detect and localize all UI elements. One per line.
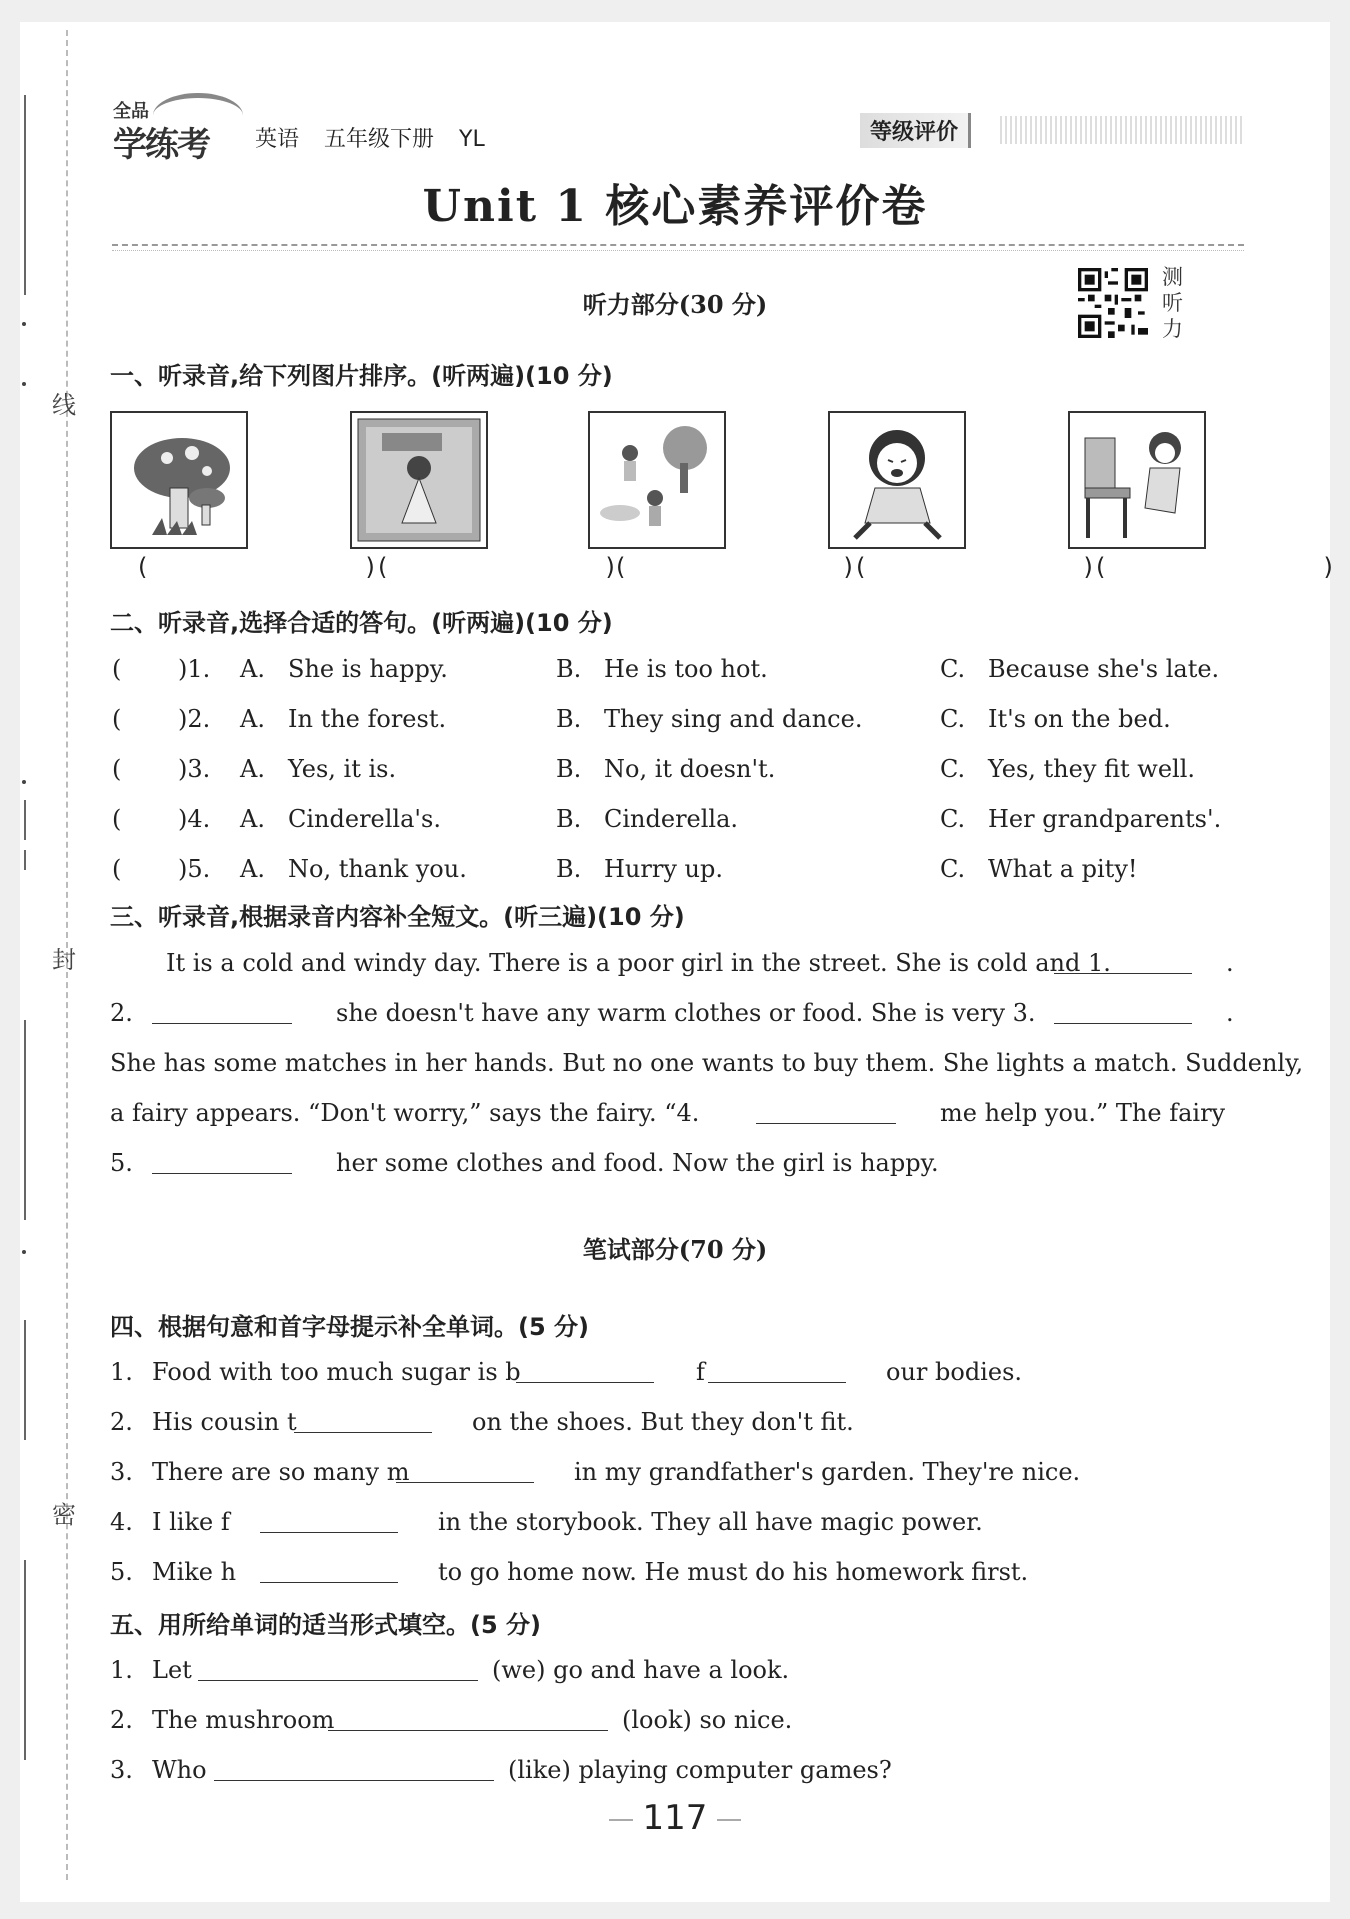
blank-3[interactable]	[1054, 1001, 1192, 1024]
margin-line	[24, 1020, 26, 1220]
blank[interactable]	[328, 1708, 608, 1731]
listening-heading: 听力部分(30 分)	[582, 290, 768, 319]
answer-paren-5[interactable]: ( )	[1096, 553, 1333, 581]
picture-snow-white-book	[350, 411, 488, 549]
answer-paren-open[interactable]: (	[112, 705, 122, 733]
publisher-logo: 全品 学练考	[113, 97, 209, 166]
blank[interactable]	[708, 1360, 846, 1383]
option-b-text: No, it doesn't.	[604, 755, 776, 783]
page-title: Unit 1 核心素养评价卷	[422, 181, 928, 232]
option-a-text: She is happy.	[288, 655, 448, 683]
option-c-letter: C.	[940, 755, 966, 783]
blank[interactable]	[198, 1658, 478, 1681]
q4-heading: 四、根据句意和首字母提示补全单词。(5 分)	[110, 1313, 589, 1341]
written-heading: 笔试部分(70 分)	[582, 1235, 768, 1264]
edition: YL	[459, 127, 485, 152]
picture-crying-girl	[828, 411, 966, 549]
option-a-text: In the forest.	[288, 705, 447, 733]
option-b-letter: B.	[556, 655, 582, 683]
subject: 英语	[255, 127, 300, 152]
answer-paren-open[interactable]: (	[112, 655, 122, 683]
item-number: )5.	[178, 855, 211, 883]
margin-dot	[22, 780, 26, 784]
option-c-text: Because she's late.	[988, 655, 1220, 683]
blank-5[interactable]	[152, 1151, 292, 1174]
option-a-text: Cinderella's.	[288, 805, 441, 833]
blank-2[interactable]	[152, 1001, 292, 1024]
q2-heading: 二、听录音,选择合适的答句。(听两遍)(10 分)	[110, 609, 613, 637]
margin-dot	[22, 382, 26, 386]
grade-badge: 等级评价	[860, 113, 971, 148]
option-a-letter: A.	[240, 705, 265, 733]
blank-1[interactable]	[1054, 951, 1192, 974]
answer-paren-open[interactable]: (	[112, 755, 122, 783]
option-c-text: Yes, they fit well.	[988, 755, 1196, 783]
qr-label: 测听力	[1162, 265, 1183, 341]
option-c-letter: C.	[940, 805, 966, 833]
picture-children-scene	[588, 411, 726, 549]
option-b-text: Hurry up.	[604, 855, 723, 883]
option-c-letter: C.	[940, 855, 966, 883]
answer-paren-4[interactable]: ( )	[856, 553, 1093, 581]
item-number: )3.	[178, 755, 211, 783]
blank[interactable]	[396, 1460, 534, 1483]
picture-mushroom	[110, 411, 248, 549]
blank[interactable]	[260, 1510, 398, 1533]
option-a-letter: A.	[240, 805, 265, 833]
option-c-letter: C.	[940, 705, 966, 733]
item-number: )2.	[178, 705, 211, 733]
answer-paren-open[interactable]: (	[112, 805, 122, 833]
q5-heading: 五、用所给单词的适当形式填空。(5 分)	[110, 1611, 541, 1639]
picture-girl-chair	[1068, 411, 1206, 549]
option-c-letter: C.	[940, 655, 966, 683]
option-a-letter: A.	[240, 755, 265, 783]
option-c-text: Her grandparents'.	[988, 805, 1222, 833]
option-a-letter: A.	[240, 655, 265, 683]
q1-heading: 一、听录音,给下列图片排序。(听两遍)(10 分)	[110, 362, 613, 390]
option-b-text: They sing and dance.	[604, 705, 863, 733]
answer-paren-3[interactable]: ( )	[616, 553, 853, 581]
margin-line	[24, 1560, 26, 1760]
answer-paren-1[interactable]: ( )	[138, 553, 375, 581]
divider	[112, 244, 1244, 246]
badge-stripe	[1000, 116, 1245, 144]
q3-heading: 三、听录音,根据录音内容补全短文。(听三遍)(10 分)	[110, 903, 685, 931]
q3-line-3: She has some matches in her hands. But no one wants to buy them. She lights a match. Suddenly,	[110, 1049, 1304, 1077]
blank[interactable]	[214, 1758, 494, 1781]
option-b-letter: B.	[556, 705, 582, 733]
margin-dot	[22, 322, 26, 326]
margin-char-mi: 密	[52, 1501, 76, 1529]
margin-line	[24, 850, 26, 870]
option-b-text: He is too hot.	[604, 655, 768, 683]
option-a-letter: A.	[240, 855, 265, 883]
book-info	[255, 122, 485, 153]
blank-4[interactable]	[756, 1101, 896, 1124]
item-number: )1.	[178, 655, 211, 683]
answer-paren-2[interactable]: ( )	[378, 553, 615, 581]
option-c-text: What a pity!	[988, 855, 1138, 883]
option-b-text: Cinderella.	[604, 805, 739, 833]
blank[interactable]	[294, 1410, 432, 1433]
answer-paren-open[interactable]: (	[112, 855, 122, 883]
grade: 五年级下册	[324, 127, 435, 152]
option-b-letter: B.	[556, 855, 582, 883]
margin-line	[24, 800, 26, 840]
item-number: )4.	[178, 805, 211, 833]
option-a-text: Yes, it is.	[288, 755, 397, 783]
margin-char-xian: 线	[52, 391, 76, 419]
qr-code-icon[interactable]	[1078, 268, 1148, 338]
option-c-text: It's on the bed.	[988, 705, 1171, 733]
blank[interactable]	[260, 1560, 398, 1583]
option-b-letter: B.	[556, 805, 582, 833]
option-a-text: No, thank you.	[288, 855, 467, 883]
option-b-letter: B.	[556, 755, 582, 783]
blank[interactable]	[516, 1360, 654, 1383]
page-number: 117	[0, 1798, 1350, 1838]
divider	[112, 250, 1244, 251]
margin-char-feng: 封	[52, 946, 76, 974]
margin-line	[24, 1320, 26, 1440]
